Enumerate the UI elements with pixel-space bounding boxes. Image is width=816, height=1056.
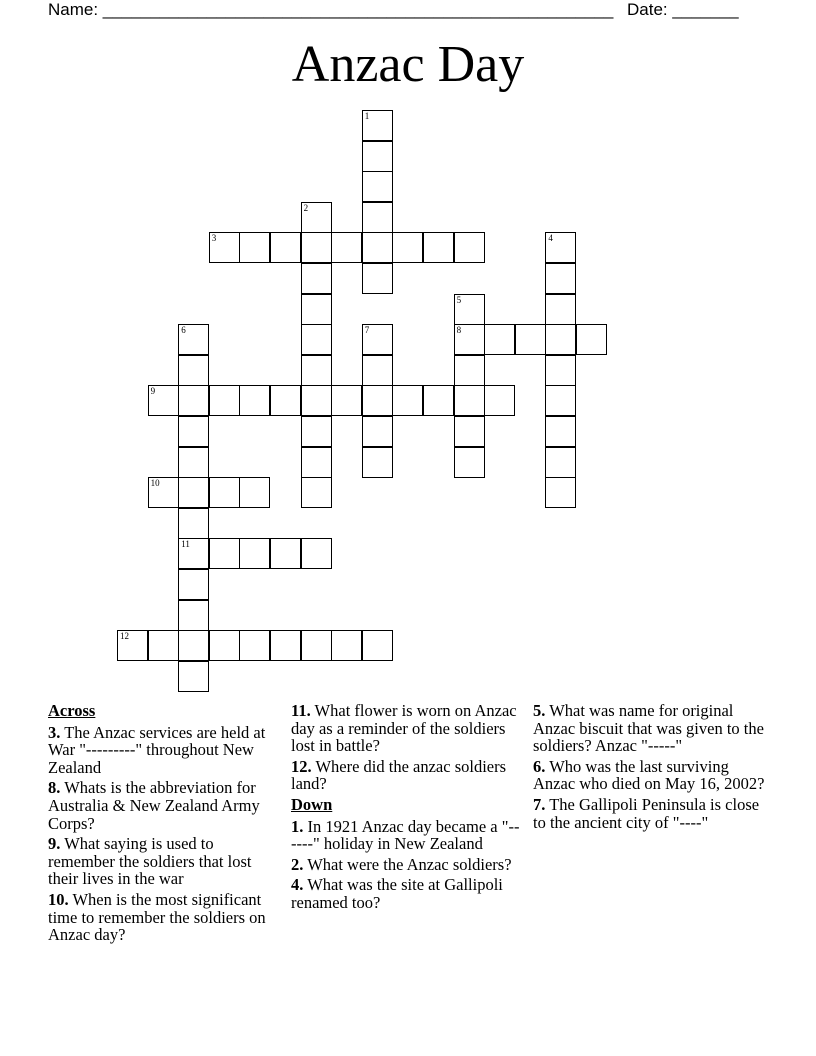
- grid-cell[interactable]: [148, 385, 179, 416]
- across-heading: Across: [48, 701, 96, 720]
- grid-cell[interactable]: [178, 569, 209, 600]
- grid-cell[interactable]: [209, 630, 240, 661]
- grid-cell[interactable]: [484, 324, 515, 355]
- grid-cell[interactable]: [545, 416, 576, 447]
- grid-cell[interactable]: [301, 630, 332, 661]
- grid-cell[interactable]: [239, 630, 270, 661]
- grid-cell[interactable]: [454, 232, 485, 263]
- grid-cell[interactable]: [454, 416, 485, 447]
- grid-cell[interactable]: [454, 385, 485, 416]
- name-field[interactable]: Name: ______________________________________________________: [48, 0, 614, 19]
- grid-cell[interactable]: [178, 355, 209, 386]
- clue-down-6: [533, 758, 769, 793]
- clue-text: Where did the anzac soldiers land?: [291, 756, 507, 794]
- grid-cell[interactable]: [178, 661, 209, 692]
- grid-cell[interactable]: [545, 232, 576, 263]
- cell-number: 2: [303, 202, 309, 213]
- clue-text: The Gallipoli Peninsula is close to the ancient city of "----": [533, 794, 760, 832]
- grid-cell[interactable]: [178, 630, 209, 661]
- grid-cell[interactable]: [362, 171, 393, 202]
- grid-cell[interactable]: [301, 324, 332, 355]
- grid-cell[interactable]: [301, 294, 332, 325]
- grid-cell[interactable]: [178, 385, 209, 416]
- grid-cell[interactable]: [362, 385, 393, 416]
- grid-cell[interactable]: [148, 630, 179, 661]
- grid-cell[interactable]: [270, 232, 301, 263]
- grid-cell[interactable]: [362, 141, 393, 172]
- grid-cell[interactable]: [148, 477, 179, 508]
- grid-cell[interactable]: [301, 477, 332, 508]
- clue-text: What was the site at Gallipoli renamed too?: [291, 875, 503, 912]
- grid-cell[interactable]: [362, 416, 393, 447]
- clue-number: 10.: [48, 889, 69, 909]
- grid-cell[interactable]: [362, 324, 393, 355]
- grid-cell[interactable]: [270, 385, 301, 416]
- cell-number: 3: [211, 233, 217, 244]
- clue-number: 5.: [533, 701, 546, 720]
- clue-across-11: [291, 702, 523, 755]
- grid-cell[interactable]: [301, 447, 332, 478]
- cell-number: 1: [364, 111, 370, 121]
- grid-cell[interactable]: [484, 385, 515, 416]
- grid-cell[interactable]: [362, 202, 393, 233]
- clue-number: 12.: [291, 756, 312, 776]
- clue-number: 4.: [291, 875, 304, 895]
- grid-cell[interactable]: [301, 202, 332, 233]
- grid-cell[interactable]: [576, 324, 607, 355]
- grid-cell[interactable]: [301, 263, 332, 294]
- grid-cell[interactable]: [392, 232, 423, 263]
- cell-number: 12: [120, 631, 129, 642]
- grid-cell[interactable]: [331, 385, 362, 416]
- grid-cell[interactable]: [454, 324, 485, 355]
- grid-cell[interactable]: [178, 324, 209, 355]
- grid-cell[interactable]: [545, 355, 576, 386]
- grid-cell[interactable]: [392, 385, 423, 416]
- clue-text: What saying is used to remember the soldiers that lost their lives in the war: [48, 834, 252, 889]
- grid-cell[interactable]: [423, 385, 454, 416]
- clue-number: 9.: [48, 834, 61, 854]
- grid-cell[interactable]: [362, 232, 393, 263]
- cell-number: 7: [364, 325, 370, 336]
- grid-cell[interactable]: [545, 324, 576, 355]
- clue-number: 3.: [48, 722, 61, 742]
- clue-number: 6.: [533, 756, 546, 776]
- clue-number: 1.: [291, 816, 304, 836]
- grid-cell[interactable]: [301, 355, 332, 386]
- grid-cell[interactable]: [423, 232, 454, 263]
- cell-number: 8: [456, 325, 462, 336]
- grid-cell[interactable]: [362, 355, 393, 386]
- clues-column-3: [533, 702, 769, 834]
- cell-number: 4: [548, 233, 553, 244]
- clue-number: 7.: [533, 794, 546, 814]
- clue-number: 8.: [48, 778, 61, 798]
- date-field[interactable]: Date: _______: [627, 0, 739, 19]
- clue-number: 2.: [291, 854, 304, 874]
- cell-number: 5: [456, 294, 462, 305]
- grid-cell[interactable]: [362, 110, 393, 141]
- grid-cell[interactable]: [301, 538, 332, 569]
- clue-text: The Anzac services are held at War "---------" throughout New Zealand: [48, 722, 266, 777]
- down-heading: Down: [291, 794, 333, 814]
- clue-text: When is the most significant time to remember the soldiers on Anzac day?: [48, 889, 266, 945]
- clue-across-9: [48, 835, 280, 888]
- clue-text: What flower is worn on Anzac day as a reminder of the soldiers lost in battle?: [291, 701, 517, 756]
- grid-cell[interactable]: [270, 538, 301, 569]
- clue-down-5: [533, 702, 769, 755]
- grid-cell[interactable]: [545, 263, 576, 294]
- clue-across-10: [48, 891, 280, 944]
- grid-cell[interactable]: [301, 416, 332, 447]
- grid-cell[interactable]: [178, 416, 209, 447]
- clue-down-4: [291, 876, 523, 911]
- grid-cell[interactable]: [178, 447, 209, 478]
- grid-cell[interactable]: [178, 538, 209, 569]
- grid-cell[interactable]: [209, 232, 240, 263]
- cell-number: 11: [181, 539, 190, 550]
- page-title: Anzac Day: [291, 36, 525, 93]
- grid-cell[interactable]: [178, 600, 209, 631]
- grid-cell[interactable]: [239, 477, 270, 508]
- clues-column-1: [48, 702, 280, 947]
- grid-cell[interactable]: [239, 232, 270, 263]
- grid-cell[interactable]: [362, 263, 393, 294]
- clue-text: What was name for original Anzac biscuit that was given to the soldiers? Anzac "-----": [533, 701, 764, 756]
- clue-across-8: [48, 779, 280, 832]
- clue-down-1: [291, 818, 523, 853]
- grid-cell[interactable]: [362, 447, 393, 478]
- clue-down-7: [533, 796, 769, 831]
- grid-cell[interactable]: [209, 538, 240, 569]
- cell-number: 10: [150, 478, 160, 489]
- grid-cell[interactable]: [331, 630, 362, 661]
- grid-cell[interactable]: [545, 447, 576, 478]
- grid-cell[interactable]: [515, 324, 546, 355]
- clue-down-2: [291, 856, 523, 874]
- grid-cell[interactable]: [301, 232, 332, 263]
- grid-cell[interactable]: [545, 385, 576, 416]
- grid-cell[interactable]: [209, 385, 240, 416]
- clue-across-12: [291, 758, 523, 793]
- grid-cell[interactable]: [331, 232, 362, 263]
- grid-cell[interactable]: [270, 630, 301, 661]
- grid-cell[interactable]: [178, 508, 209, 539]
- grid-cell[interactable]: [454, 447, 485, 478]
- clue-text: What were the Anzac soldiers?: [307, 854, 512, 874]
- grid-cell[interactable]: [454, 294, 485, 325]
- clue-number: 11.: [291, 701, 311, 720]
- grid-cell[interactable]: [239, 385, 270, 416]
- grid-cell[interactable]: [362, 630, 393, 661]
- grid-cell[interactable]: [454, 355, 485, 386]
- grid-cell[interactable]: [545, 294, 576, 325]
- grid-cell[interactable]: [301, 385, 332, 416]
- clue-text: Whats is the abbreviation for Australia & New Zealand Army Corps?: [48, 778, 260, 833]
- clue-text: In 1921 Anzac day became a "------" holiday in New Zealand: [291, 816, 520, 854]
- grid-cell[interactable]: [178, 477, 209, 508]
- cell-number: 6: [181, 325, 186, 336]
- clue-text: Who was the last surviving Anzac who died on May 16, 2002?: [533, 756, 765, 794]
- cell-number: 9: [150, 386, 156, 397]
- grid-cell[interactable]: [209, 477, 240, 508]
- grid-cell[interactable]: [239, 538, 270, 569]
- grid-cell[interactable]: [117, 630, 148, 661]
- clue-across-3: [48, 724, 280, 777]
- grid-cell[interactable]: [545, 477, 576, 508]
- clues-column-2: [291, 702, 523, 915]
